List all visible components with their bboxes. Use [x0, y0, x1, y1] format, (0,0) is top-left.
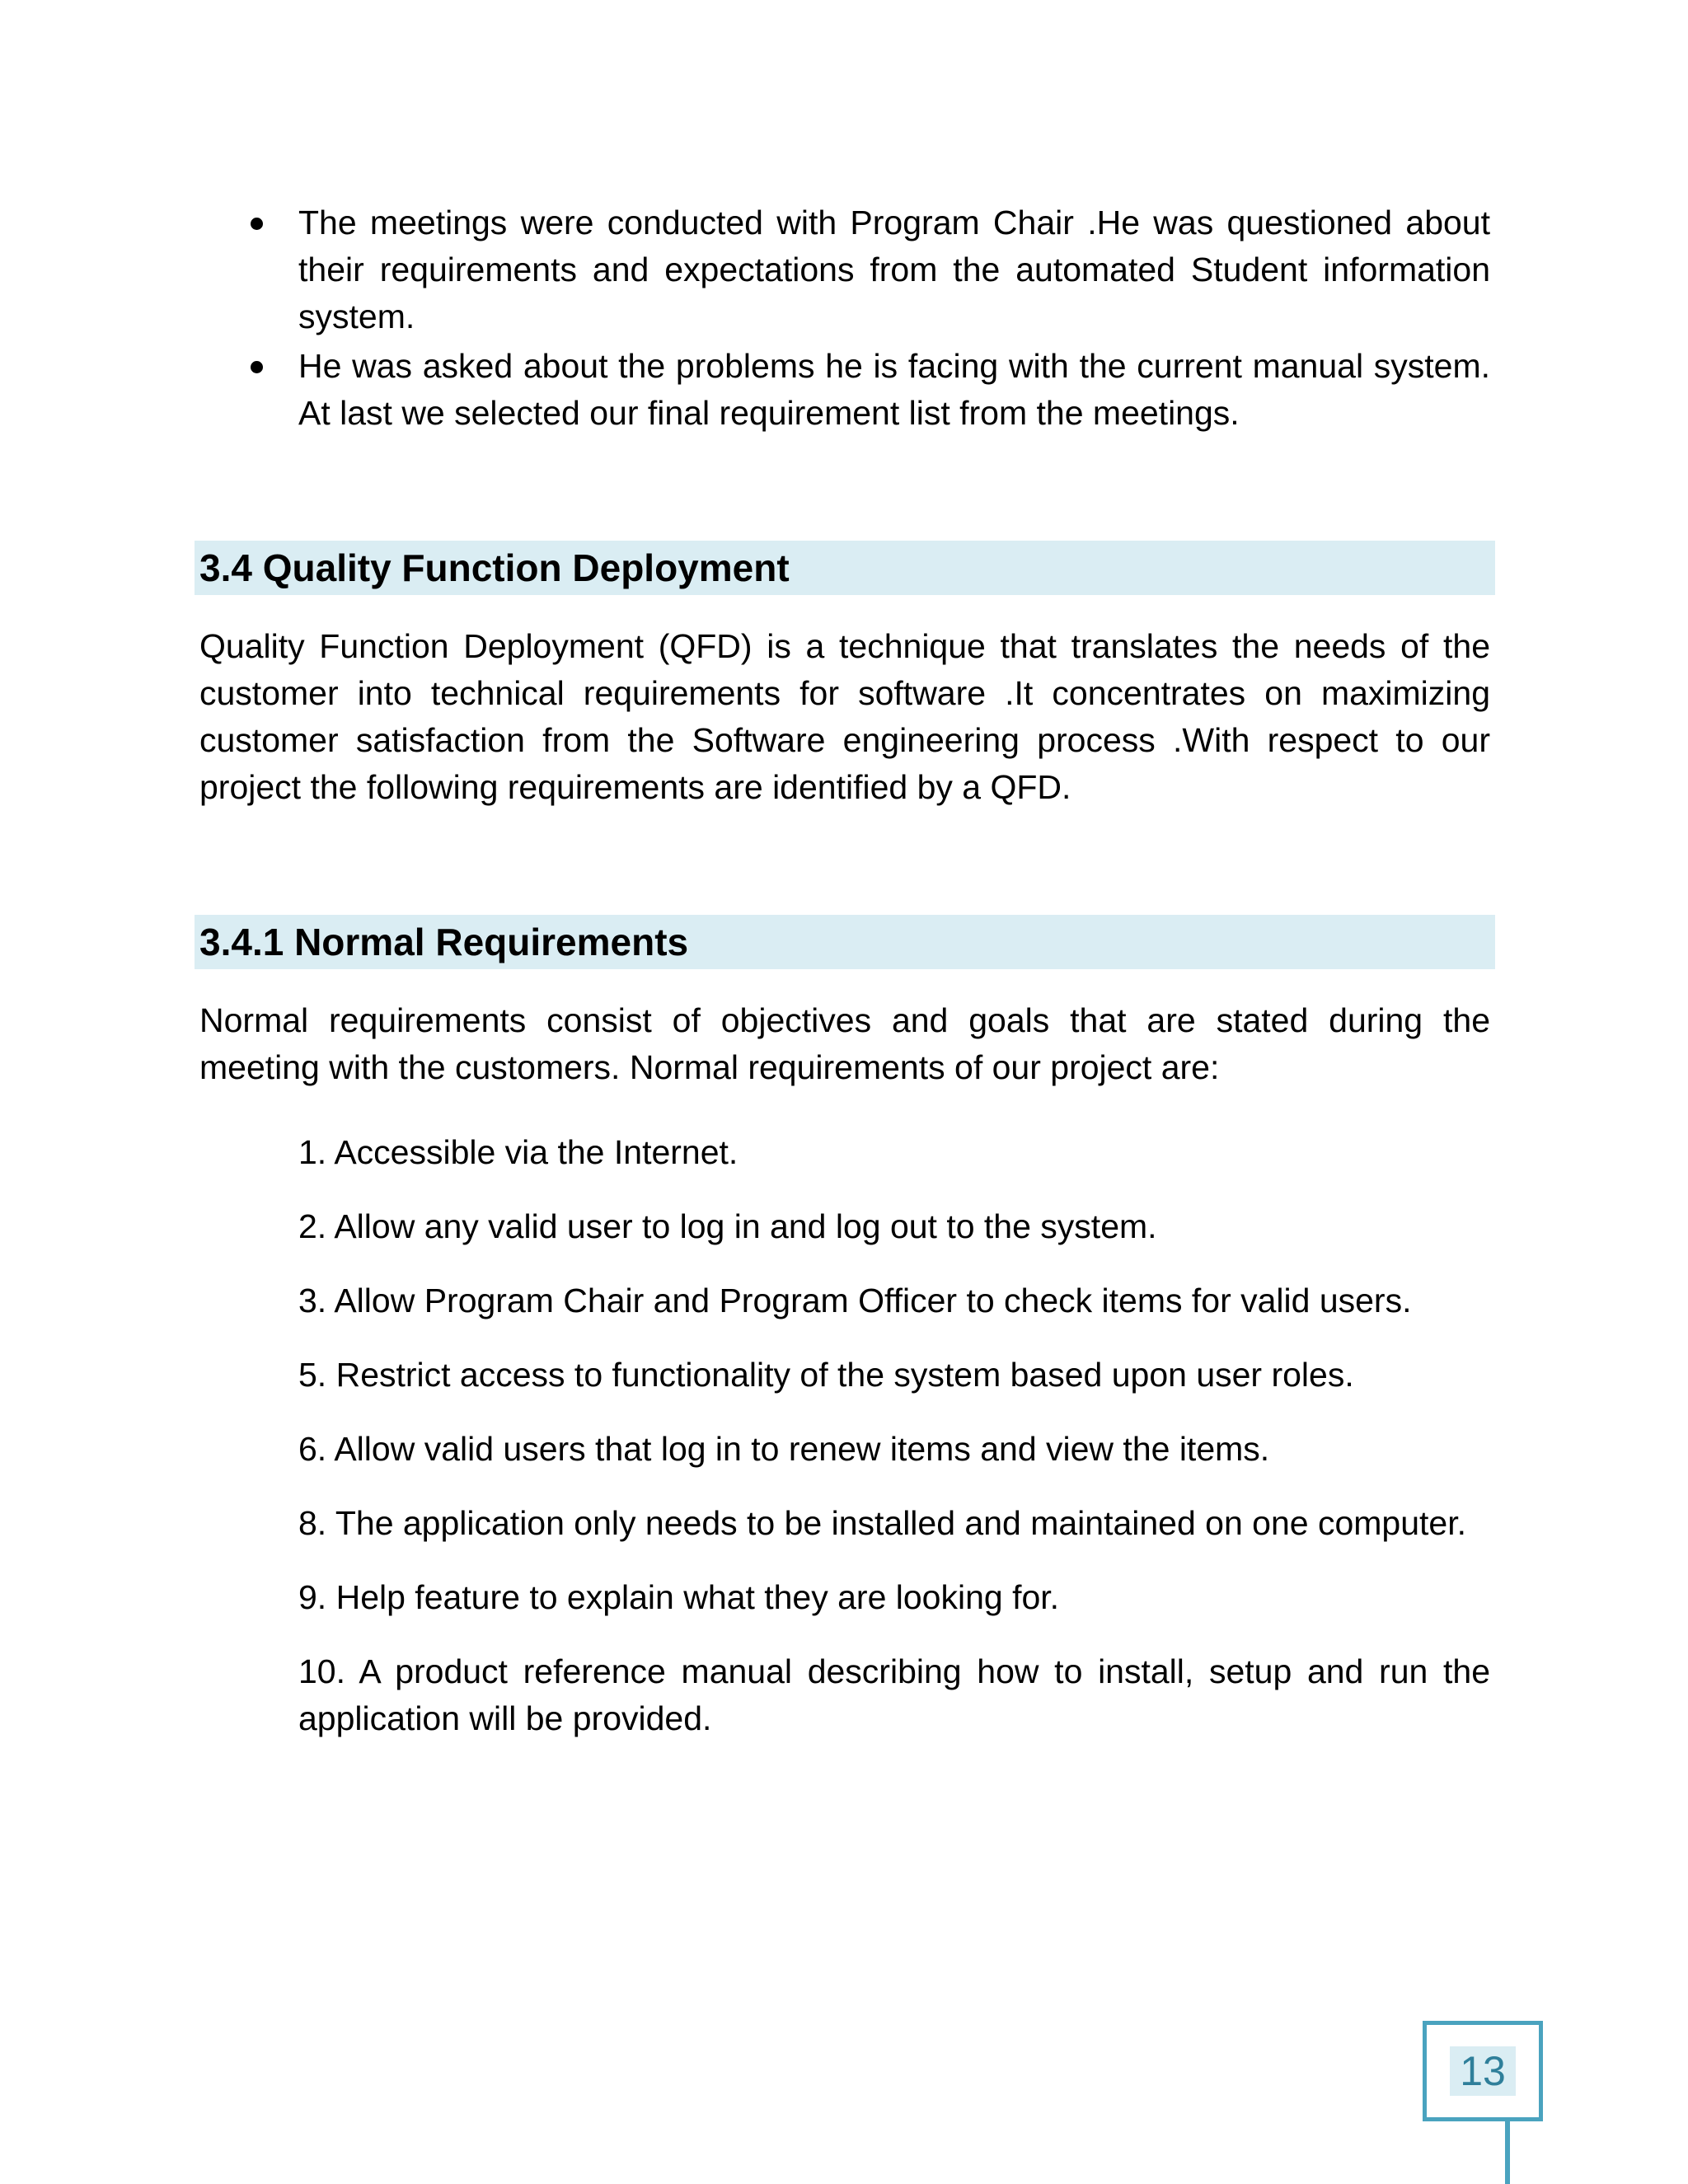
bullet-item — [298, 343, 1490, 437]
bullet-dot-icon — [251, 361, 263, 373]
page-number-stem — [1505, 2121, 1510, 2184]
section-heading-qfd: 3.4 Quality Function Deployment — [195, 541, 1495, 595]
section-heading-normal-requirements: 3.4.1 Normal Requirements — [195, 915, 1495, 969]
bullet-text: He was asked about the problems he is facing with the current manual system. At last we selected our final requirement list from the meetings. — [298, 347, 1490, 432]
list-item: 5. Restrict access to functionality of the system based upon user roles. — [298, 1356, 1354, 1394]
list-item: 2. Allow any valid user to log in and log out to the system. — [298, 1207, 1157, 1245]
list-item: 3. Allow Program Chair and Program Officer to check items for valid users. — [298, 1282, 1412, 1319]
bullet-text: The meetings were conducted with Program Chair .He was questioned about their requirements and expectations from the automated Student information system. — [298, 204, 1490, 335]
list-item: 1. Accessible via the Internet. — [298, 1133, 738, 1171]
normal-requirements-list — [298, 1129, 1490, 1769]
qfd-paragraph: Quality Function Deployment (QFD) is a technique that translates the needs of the customer into technical requirements for software .It concentrates on maximizing customer satisfaction from the Software engineering process .With respect to our project the following requirements are identified by a QFD. — [199, 627, 1490, 806]
list-item: 9. Help feature to explain what they are looking for. — [298, 1578, 1060, 1616]
bullet-dot-icon — [251, 218, 263, 230]
normal-requirements-paragraph: Normal requirements consist of objectives and goals that are stated during the meeting with the customers. Normal requirements of our project are: — [199, 1001, 1490, 1086]
list-item: 8. The application only needs to be installed and maintained on one computer. — [298, 1504, 1467, 1542]
page-number: 13 — [1450, 2046, 1516, 2096]
list-item: 10. A product reference manual describing how to install, setup and run the application will be provided. — [298, 1652, 1490, 1737]
bullet-item — [298, 199, 1490, 340]
page-number-box — [1423, 2021, 1543, 2121]
list-item: 6. Allow valid users that log in to renew items and view the items. — [298, 1430, 1270, 1468]
meeting-bullet-list — [298, 199, 1490, 439]
